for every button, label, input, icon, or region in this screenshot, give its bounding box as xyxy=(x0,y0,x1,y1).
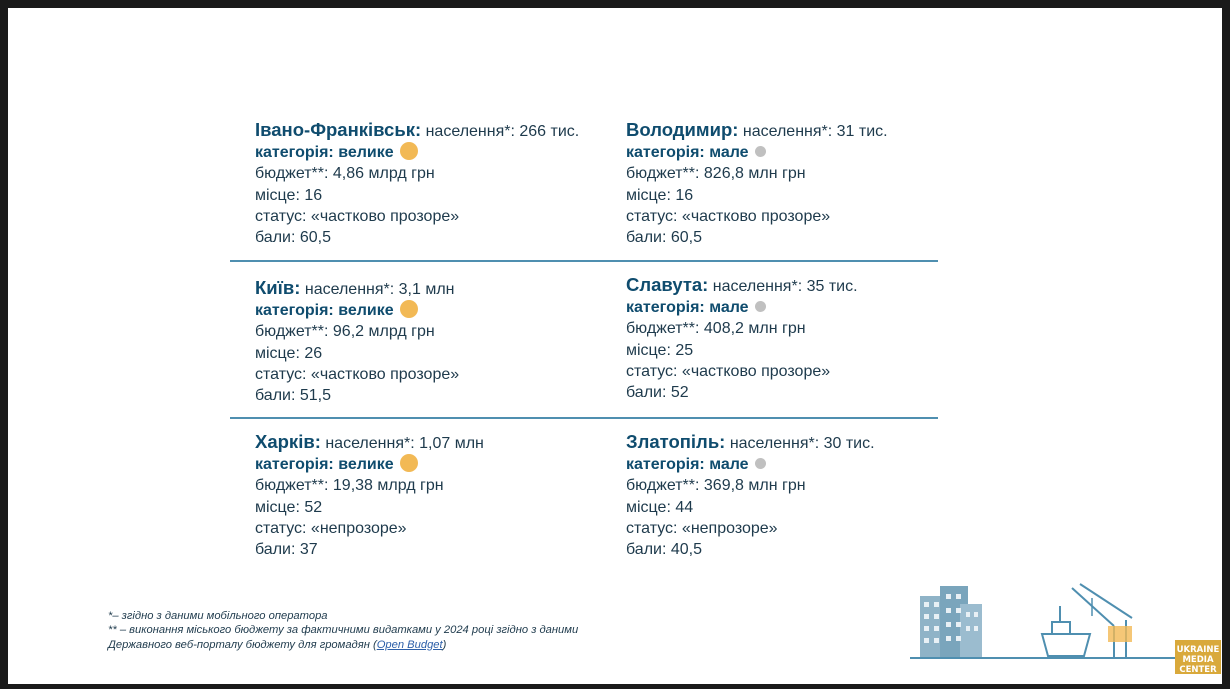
ukraine-media-center-logo: UKRAINE MEDIA CENTER xyxy=(1175,640,1221,674)
city-population: населення*: 30 тис. xyxy=(729,435,875,452)
city-card-volodymyr xyxy=(626,119,888,248)
city-category: категорія: велике xyxy=(255,144,394,162)
city-card-zlatopil xyxy=(626,431,875,560)
city-place: місце: 16 xyxy=(255,186,323,204)
city-name: Славута: xyxy=(626,274,709,295)
city-category: категорія: мале xyxy=(626,299,749,317)
small-category-dot-icon xyxy=(755,458,766,469)
city-category: категорія: мале xyxy=(626,456,749,474)
city-place: місце: 52 xyxy=(255,498,323,516)
city-budget: бюджет**: 826,8 млн грн xyxy=(626,165,806,183)
footnote-source: Державного веб-порталу бюджету для громадян (Open Budget) xyxy=(108,638,447,651)
city-budget: бюджет**: 369,8 млн грн xyxy=(626,477,806,495)
large-category-dot-icon xyxy=(400,142,418,160)
city-place: місце: 25 xyxy=(626,341,694,359)
city-place: місце: 26 xyxy=(255,344,323,362)
city-budget: бюджет**: 96,2 млрд грн xyxy=(255,323,435,341)
city-status: статус: «частково прозоре» xyxy=(626,207,831,225)
city-score: бали: 60,5 xyxy=(626,229,702,247)
city-budget: бюджет**: 4,86 млрд грн xyxy=(255,165,435,183)
city-budget: бюджет**: 408,2 млн грн xyxy=(626,320,806,338)
city-place: місце: 44 xyxy=(626,498,694,516)
city-name: Київ: xyxy=(255,277,301,298)
city-card-kharkiv xyxy=(255,431,484,560)
city-status: статус: «частково прозоре» xyxy=(255,207,460,225)
presentation-slide xyxy=(8,8,1222,684)
row-separator xyxy=(230,417,938,419)
city-score: бали: 37 xyxy=(255,541,318,559)
footnotes xyxy=(108,609,578,652)
city-port-illustration-icon xyxy=(904,574,1214,666)
city-place: місце: 16 xyxy=(626,186,694,204)
row-separator xyxy=(230,260,938,262)
city-score: бали: 52 xyxy=(626,384,689,402)
open-budget-link[interactable]: Open Budget xyxy=(376,638,443,651)
small-category-dot-icon xyxy=(755,301,766,312)
city-population: населення*: 31 тис. xyxy=(742,123,888,140)
large-category-dot-icon xyxy=(400,454,418,472)
city-population: населення*: 3,1 млн xyxy=(304,281,455,298)
city-score: бали: 51,5 xyxy=(255,387,331,405)
city-score: бали: 40,5 xyxy=(626,541,702,559)
city-card-kyiv xyxy=(255,277,459,406)
footnote-budget: ** – виконання міського бюджету за фактичними видатками у 2024 році згідно з даними xyxy=(108,624,579,637)
city-name: Харків: xyxy=(255,431,321,452)
city-category: категорія: велике xyxy=(255,302,394,320)
city-category: категорія: велике xyxy=(255,456,394,474)
footnote-population: *– згідно з даними мобільного оператора xyxy=(108,610,328,622)
city-card-ivano-frankivsk xyxy=(255,119,579,248)
large-category-dot-icon xyxy=(400,300,418,318)
city-category: категорія: мале xyxy=(626,144,749,162)
city-status: статус: «непрозоре» xyxy=(255,519,407,537)
city-population: населення*: 35 тис. xyxy=(712,278,858,295)
city-status: статус: «непрозоре» xyxy=(626,519,778,537)
city-budget: бюджет**: 19,38 млрд грн xyxy=(255,477,444,495)
city-score: бали: 60,5 xyxy=(255,229,331,247)
city-status: статус: «частково прозоре» xyxy=(626,362,831,380)
city-name: Івано-Франківськ: xyxy=(255,119,422,140)
city-status: статус: «частково прозоре» xyxy=(255,365,460,383)
city-population: населення*: 1,07 млн xyxy=(325,435,484,452)
small-category-dot-icon xyxy=(755,146,766,157)
city-card-slavuta xyxy=(626,274,858,403)
city-name: Володимир: xyxy=(626,119,739,140)
city-population: населення*: 266 тис. xyxy=(425,123,580,140)
city-name: Златопіль: xyxy=(626,431,726,452)
